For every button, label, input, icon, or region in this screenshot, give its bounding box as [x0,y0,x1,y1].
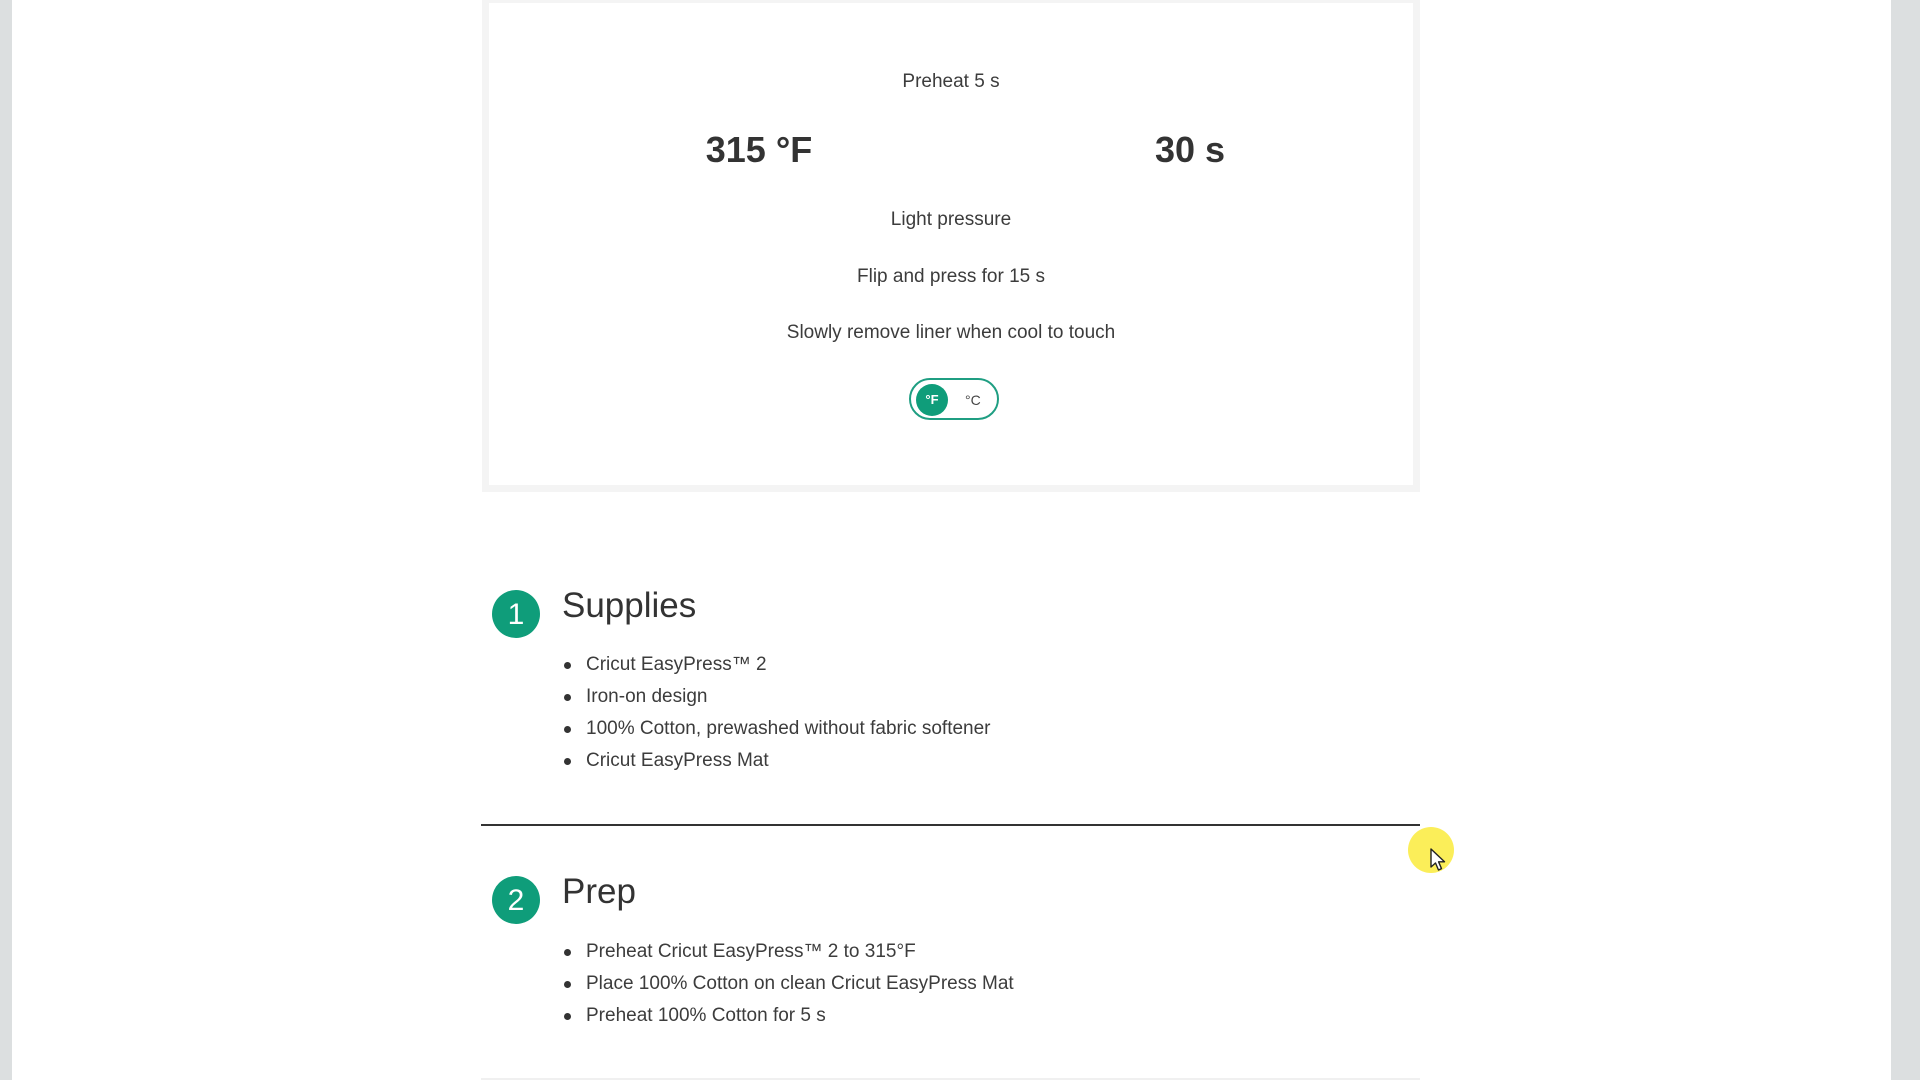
bullet-icon [564,694,571,701]
celsius-option[interactable]: °C [965,392,981,408]
bullet-icon [564,1013,571,1020]
mouse-pointer-icon [1430,848,1448,872]
list-item [562,936,1014,968]
supplies-heading: Supplies [562,586,697,625]
right-scrollbar-track[interactable] [1891,0,1920,1080]
section-divider [481,824,1420,826]
bullet-icon [564,726,571,733]
step-2-badge: 2 [492,876,540,924]
bullet-icon [564,662,571,669]
list-item [562,649,991,681]
list-item-text: Preheat 100% Cotton for 5 s [586,1005,826,1026]
list-item [562,745,991,777]
bullet-icon [564,981,571,988]
temperature-value: 315 °F [705,129,813,170]
list-item [562,681,991,713]
list-item [562,1000,1014,1032]
heat-settings-card [482,0,1420,492]
list-item [562,968,1014,1000]
temperature-unit-toggle[interactable] [909,378,999,420]
pressure-text: Light pressure [890,209,1012,230]
preheat-text: Preheat 5 s [902,71,1000,92]
list-item-text: Iron-on design [586,686,708,707]
time-value: 30 s [1154,129,1226,170]
prep-heading: Prep [562,872,636,911]
list-item [562,713,991,745]
liner-text: Slowly remove liner when cool to touch [786,322,1116,343]
step-1-badge: 1 [492,590,540,638]
fahrenheit-option[interactable]: °F [916,384,948,416]
left-gutter [0,0,12,1080]
list-item-text: Cricut EasyPress Mat [586,750,769,771]
list-item-text: Cricut EasyPress™ 2 [586,654,767,675]
bullet-icon [564,758,571,765]
supplies-list [562,649,991,777]
prep-list [562,936,1014,1032]
list-item-text: Place 100% Cotton on clean Cricut EasyPress Mat [586,973,1014,994]
bullet-icon [564,949,571,956]
list-item-text: 100% Cotton, prewashed without fabric softener [586,718,991,739]
flip-text: Flip and press for 15 s [857,266,1045,287]
list-item-text: Preheat Cricut EasyPress™ 2 to 315°F [586,941,916,962]
